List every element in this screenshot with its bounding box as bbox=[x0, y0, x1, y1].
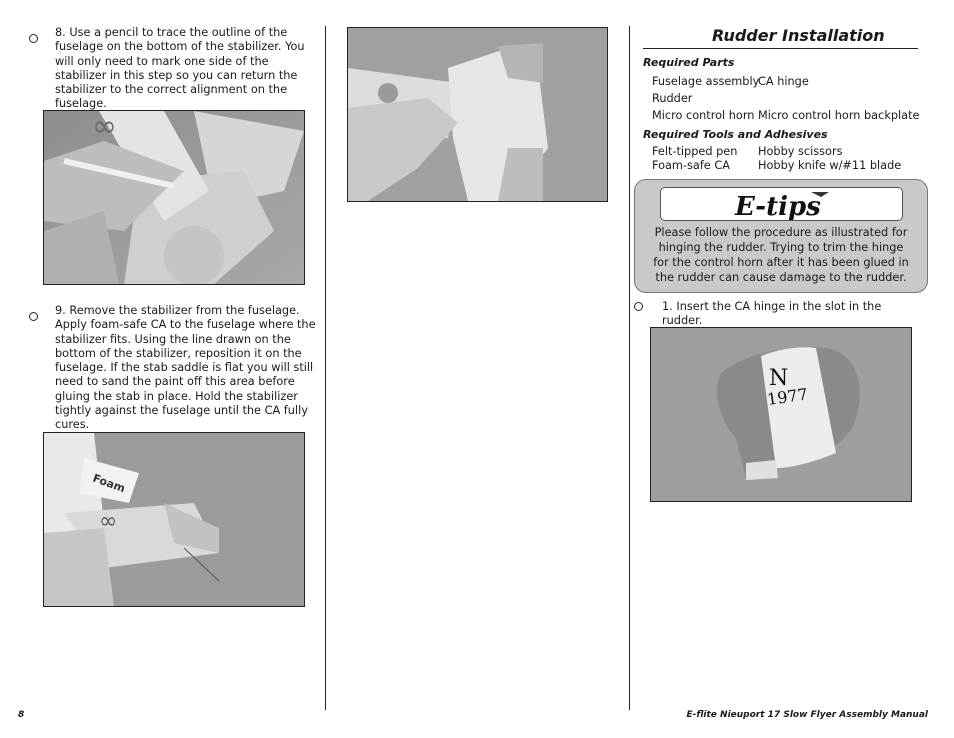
svg-text:∞: ∞ bbox=[92, 111, 117, 144]
tool-item: Hobby scissors bbox=[758, 145, 843, 158]
etips-callout bbox=[634, 179, 928, 293]
column-divider-right bbox=[629, 26, 630, 710]
required-parts-title: Required Parts bbox=[643, 56, 735, 69]
part-item: Fuselage assembly bbox=[652, 75, 760, 88]
rudder-installation-heading: Rudder Installation bbox=[712, 26, 885, 45]
part-item: Rudder bbox=[652, 92, 693, 105]
checkbox-bullet-step8[interactable] bbox=[29, 34, 38, 43]
etips-text: Please follow the procedure as illustrated for hinging the rudder. Trying to trim the hinge for the control horn after it has been glued in the rudder can cause damage to the rudder. bbox=[653, 226, 909, 284]
photo-glue-application bbox=[43, 432, 305, 607]
rudder-marking-letter: N bbox=[769, 366, 789, 391]
required-tools-title: Required Tools and Adhesives bbox=[643, 128, 828, 141]
manual-title: E-flite Nieuport 17 Slow Flyer Assembly Manual bbox=[686, 710, 928, 720]
column-divider-left bbox=[325, 26, 326, 710]
tool-item: Foam-safe CA bbox=[652, 159, 730, 172]
checkbox-bullet-step9[interactable] bbox=[29, 312, 38, 321]
svg-text:∞: ∞ bbox=[99, 509, 118, 534]
etips-banner bbox=[660, 187, 903, 221]
part-item: Micro control horn bbox=[652, 109, 755, 122]
step1-text: 1. Insert the CA hinge in the slot in the rudder. bbox=[662, 300, 882, 328]
step9-text: 9. Remove the stabilizer from the fuselage. Apply foam-safe CA to the fuselage where the stabilizer fits. Using the line drawn on the bottom of the stabilizer, reposition it on the fuselage. If the stab saddle is flat you will still need to sand the paint off this area before gluing the stab in place. Hold the stabilizer tightly against the fuselage until the CA fully cures. bbox=[55, 304, 316, 432]
rudder-marking-number: 1977 bbox=[765, 384, 809, 409]
etips-logo: E-tips bbox=[735, 192, 821, 220]
photo-stabilizer-tracing bbox=[43, 110, 305, 285]
step8-text: 8. Use a pencil to trace the outline of the fuselage on the bottom of the stabilizer. You will only need to mark one side of the stabilizer in this step so you can return the stabilizer to the correct alignment on the fuselage. bbox=[55, 26, 305, 111]
part-item: Micro control horn backplate bbox=[758, 109, 920, 122]
photo-rudder-ca-hinge bbox=[650, 327, 912, 502]
tool-item: Felt-tipped pen bbox=[652, 145, 738, 158]
page-number: 8 bbox=[18, 710, 25, 720]
heading-underline bbox=[643, 48, 918, 49]
tool-item: Hobby knife w/#11 blade bbox=[758, 159, 902, 172]
checkbox-bullet-step1[interactable] bbox=[634, 302, 643, 311]
bottle-label: Foam bbox=[90, 471, 127, 496]
part-item: CA hinge bbox=[758, 75, 809, 88]
photo-rudder-hinge bbox=[347, 27, 608, 202]
